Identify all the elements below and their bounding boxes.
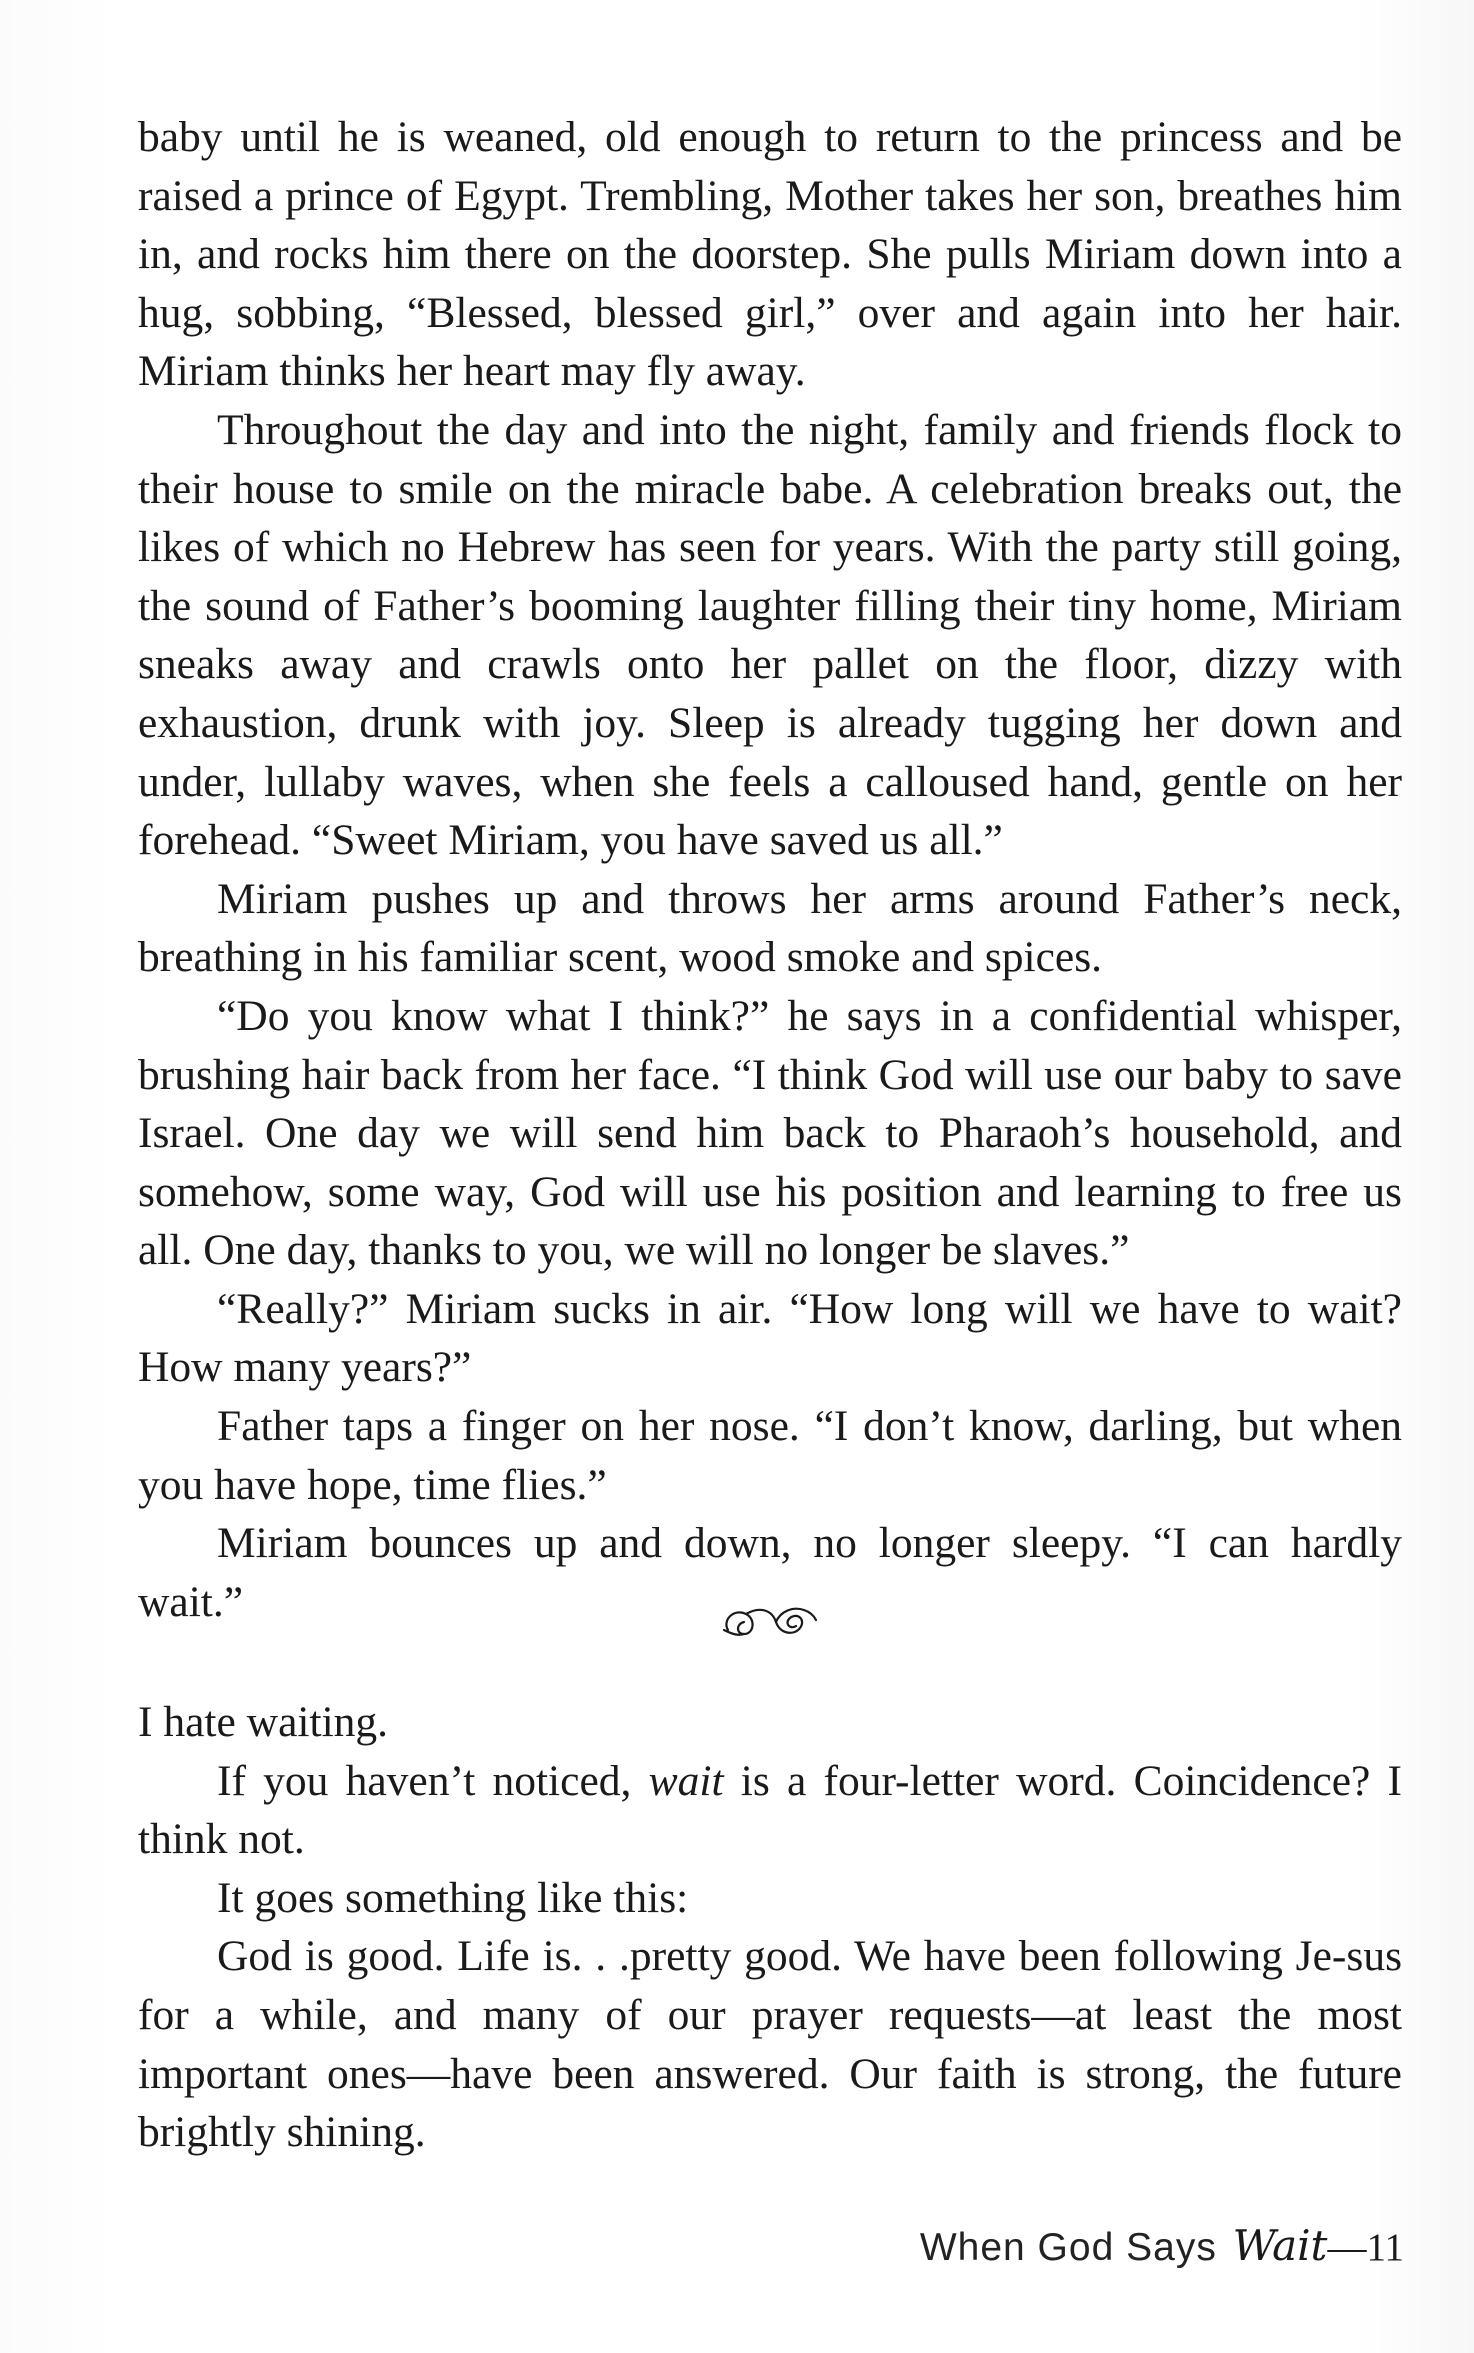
paragraph: “Do you know what I think?” he says in a confidential whisper, brushing hair back from her face. “I think God will use our baby to save Israel. One day we will send him back to Pharaoh’s household, and somehow, some way, God will use his position and learning to free us all. One day, thanks to you, we will no longer be slaves.” xyxy=(138,991,1402,1275)
page-number: 11 xyxy=(1366,2226,1404,2269)
text-run: is a four-letter word. Coincidence? I think not. xyxy=(138,1756,1402,1864)
paragraph: I hate waiting. xyxy=(138,1698,389,1746)
paragraph: It goes something like this: xyxy=(217,1873,689,1922)
scroll-flourish-icon xyxy=(720,1600,820,1644)
paragraph xyxy=(138,1752,1402,1869)
paragraph: God is good. Life is. . .pretty good. We have been following Je-sus for a while, and many of our prayer requests—at least the most important ones—have been answered. Our faith is strong, the future brightly shining. xyxy=(138,1932,1402,2157)
text-run: If you haven’t noticed, xyxy=(217,1756,649,1805)
paragraph: baby until he is weaned, old enough to return to the princess and be raised a prince of Egypt. Trembling, Mother takes her son, breathes him in, and rocks him there on the doorstep. She pulls Miriam down into a hug, sobbing, “Blessed, blessed girl,” over and again into her hair. Miriam thinks her heart may fly away. xyxy=(138,113,1402,396)
paragraph: Throughout the day and into the night, family and friends flock to their house to smile on the miracle babe. A celebration breaks out, the likes of which no Hebrew has seen for years. With the party still going, the sound of Father’s booming laughter filling their tiny home, Miriam sneaks away and crawls onto her pallet on the floor, dizzy with exhaustion, drunk with joy. Sleep is already tugging her down and under, lullaby waves, when she feels a calloused hand, gentle on her forehead. “Sweet Miriam, you have saved us all.” xyxy=(138,405,1402,865)
book-title: When God Says xyxy=(919,2226,1217,2269)
script-title-word: Wait xyxy=(1232,2221,1328,2270)
running-footer xyxy=(920,2216,1404,2278)
paragraph: “Really?” Miriam sucks in air. “How long will we have to wait? How many years?” xyxy=(138,1284,1402,1392)
paragraph: Father taps a finger on her nose. “I don’t know, darling, but when you have hope, time flies.” xyxy=(138,1402,1402,1509)
paragraph: Miriam pushes up and throws her arms around Father’s neck, breathing in his familiar scent, wood smoke and spices. xyxy=(138,874,1402,982)
story-section xyxy=(138,108,1402,1631)
essay-section xyxy=(138,1693,1402,2162)
footer-separator: — xyxy=(1327,2226,1367,2269)
paragraph: Miriam bounces up and down, no longer sleepy. “I can hardly wait.” xyxy=(138,1519,1402,1626)
emphasized-word: wait xyxy=(648,1756,724,1805)
